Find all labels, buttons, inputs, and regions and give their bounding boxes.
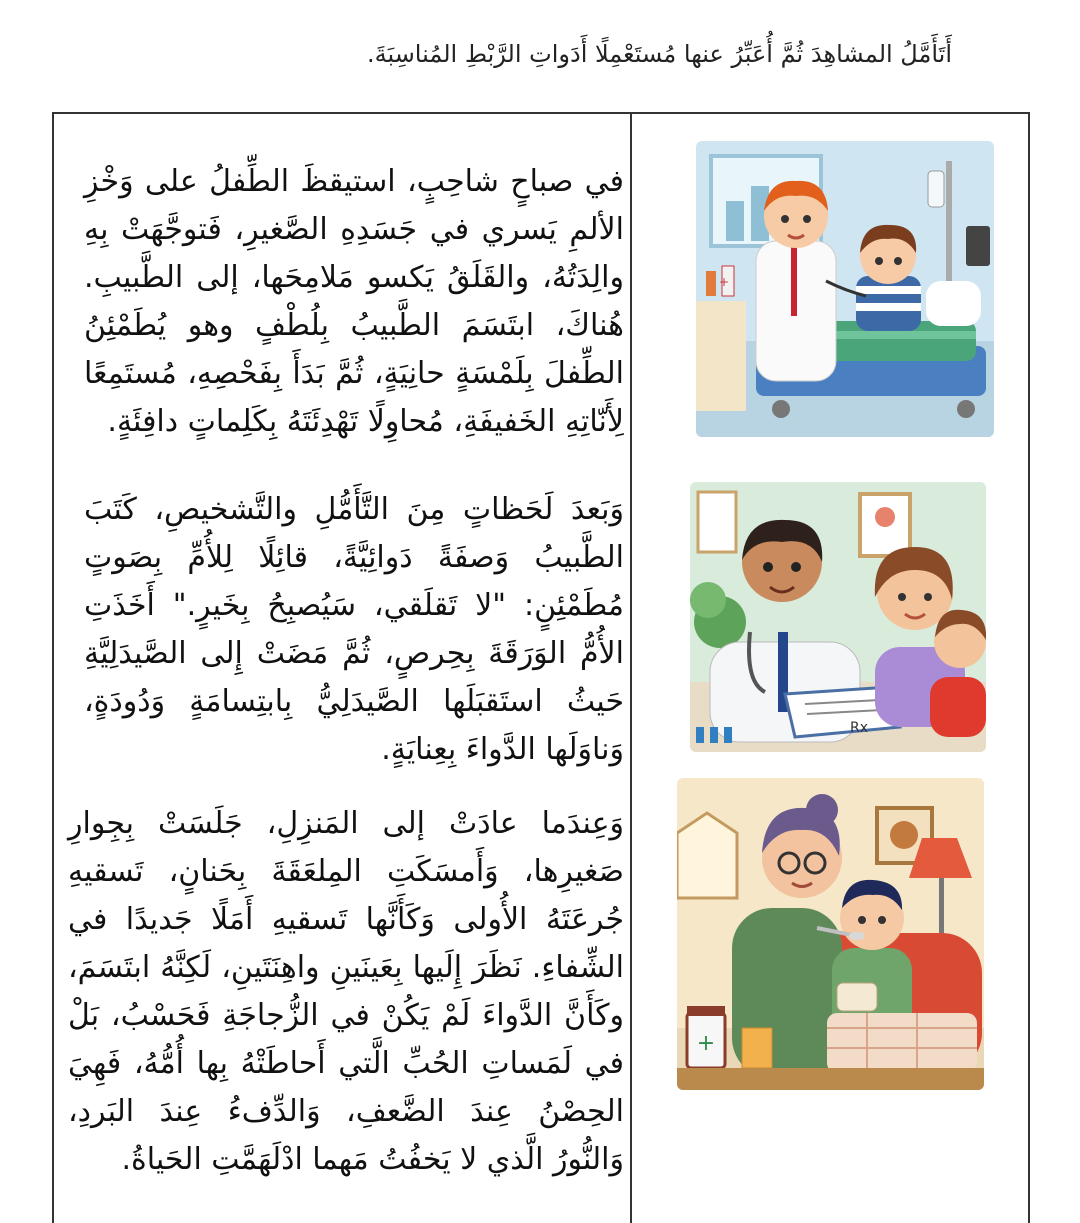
medicine-bottle-sign: + (696, 1031, 716, 1056)
story-table (52, 112, 1030, 1223)
doctor-writing-prescription-icon (690, 482, 986, 752)
story-paragraph-2: وَبَعدَ لَحَظاتٍ مِنَ التَّأَمُّلِ والتَّشخيصِ، كَتَبَ الطَّبيبُ وَصفَةً دَوائِيَّةً، قائِلًا لِلأُمِّ بِصَوتٍ مُطَمْئِنٍ: "لا تَقلَقي، سَيُصبِحُ بِخَيرٍ." أَخَذَتِ الأُمُّ الوَرَقَةَ بِحِرصٍ، ثُمَّ مَضَتْ إِلى الصَّيدَلِيَّةِ حَيثُ استَقبَلَها الصَّيدَلِيُّ بِابتِسامَةٍ وَدُودَةٍ، وَناوَلَها الدَّواءَ بِعِنايَةٍ. (84, 492, 624, 767)
mother-giving-medicine-icon (677, 778, 984, 1090)
story-paragraph-1: في صباحٍ شاحِبٍ، استيقظَ الطِّفلُ على وَخْزِ الألمِ يَسري في جَسَدِهِ الصَّغيرِ، فَتوجَّهَتْ بِهِ والِدَتُهُ، والقَلَقُ يَكسو مَلامِحَها، إلى الطَّبيبِ. هُناكَ، ابتَسَمَ الطَّبيبُ بِلُطْفٍ وهو يُطَمْئِنُ الطِّفلَ بِلَمْسَةٍ حانِيَةٍ، ثُمَّ بَدَأَ بِفَحْصِهِ، مُستَمِعًا لِأَنّاتِهِ الخَفيفَةِ، مُحاوِلًا تَهْدِئَتَهُ بِكَلِماتٍ دافِئَةٍ. (84, 164, 624, 439)
medicine-cross-sign: + (718, 275, 730, 289)
instruction-text: أَتَأَمَّلُ المشاهِدَ ثُمَّ أُعَبِّرُ عنها مُستَعْمِلًا أَدَواتِ الرَّبْطِ المُناسِبَةَ. (366, 40, 952, 68)
story-paragraph-3: وَعِندَما عادَتْ إلى المَنزِلِ، جَلَسَتْ بِجِوارِ صَغيرِها، وَأَمسَكَتِ المِلعَقَةَ بِحَنانٍ، تَسقيهِ جُرعَتَهُ الأُولى وَكَأَنَّها تَسقيهِ أَمَلًا جَديدًا في الشِّفاءِ. نَظَرَ إِلَيها بِعَينَينِ واهِنَتَينِ، لَكِنَّهُ ابتَسَمَ، وكَأَنَّ الدَّواءَ لَمْ يَكُنْ في الزُّجاجَةِ فَحَسْبُ، بَلْ في لَمَساتِ الحُبِّ الَّتي أَحاطَتْهُ بِها أُمُّهُ، فَهِيَ الحِصْنُ عِندَ الضَّعفِ، وَالدِّفءُ عِندَ البَردِ، وَالنُّورُ الَّذي لا يَخفُتُ مَهما ادْلَهَمَّتِ الحَياةُ. (68, 806, 624, 1177)
prescription-label: Rx (850, 720, 869, 736)
column-divider (630, 114, 632, 1223)
doctor-examining-child-icon (696, 141, 994, 437)
